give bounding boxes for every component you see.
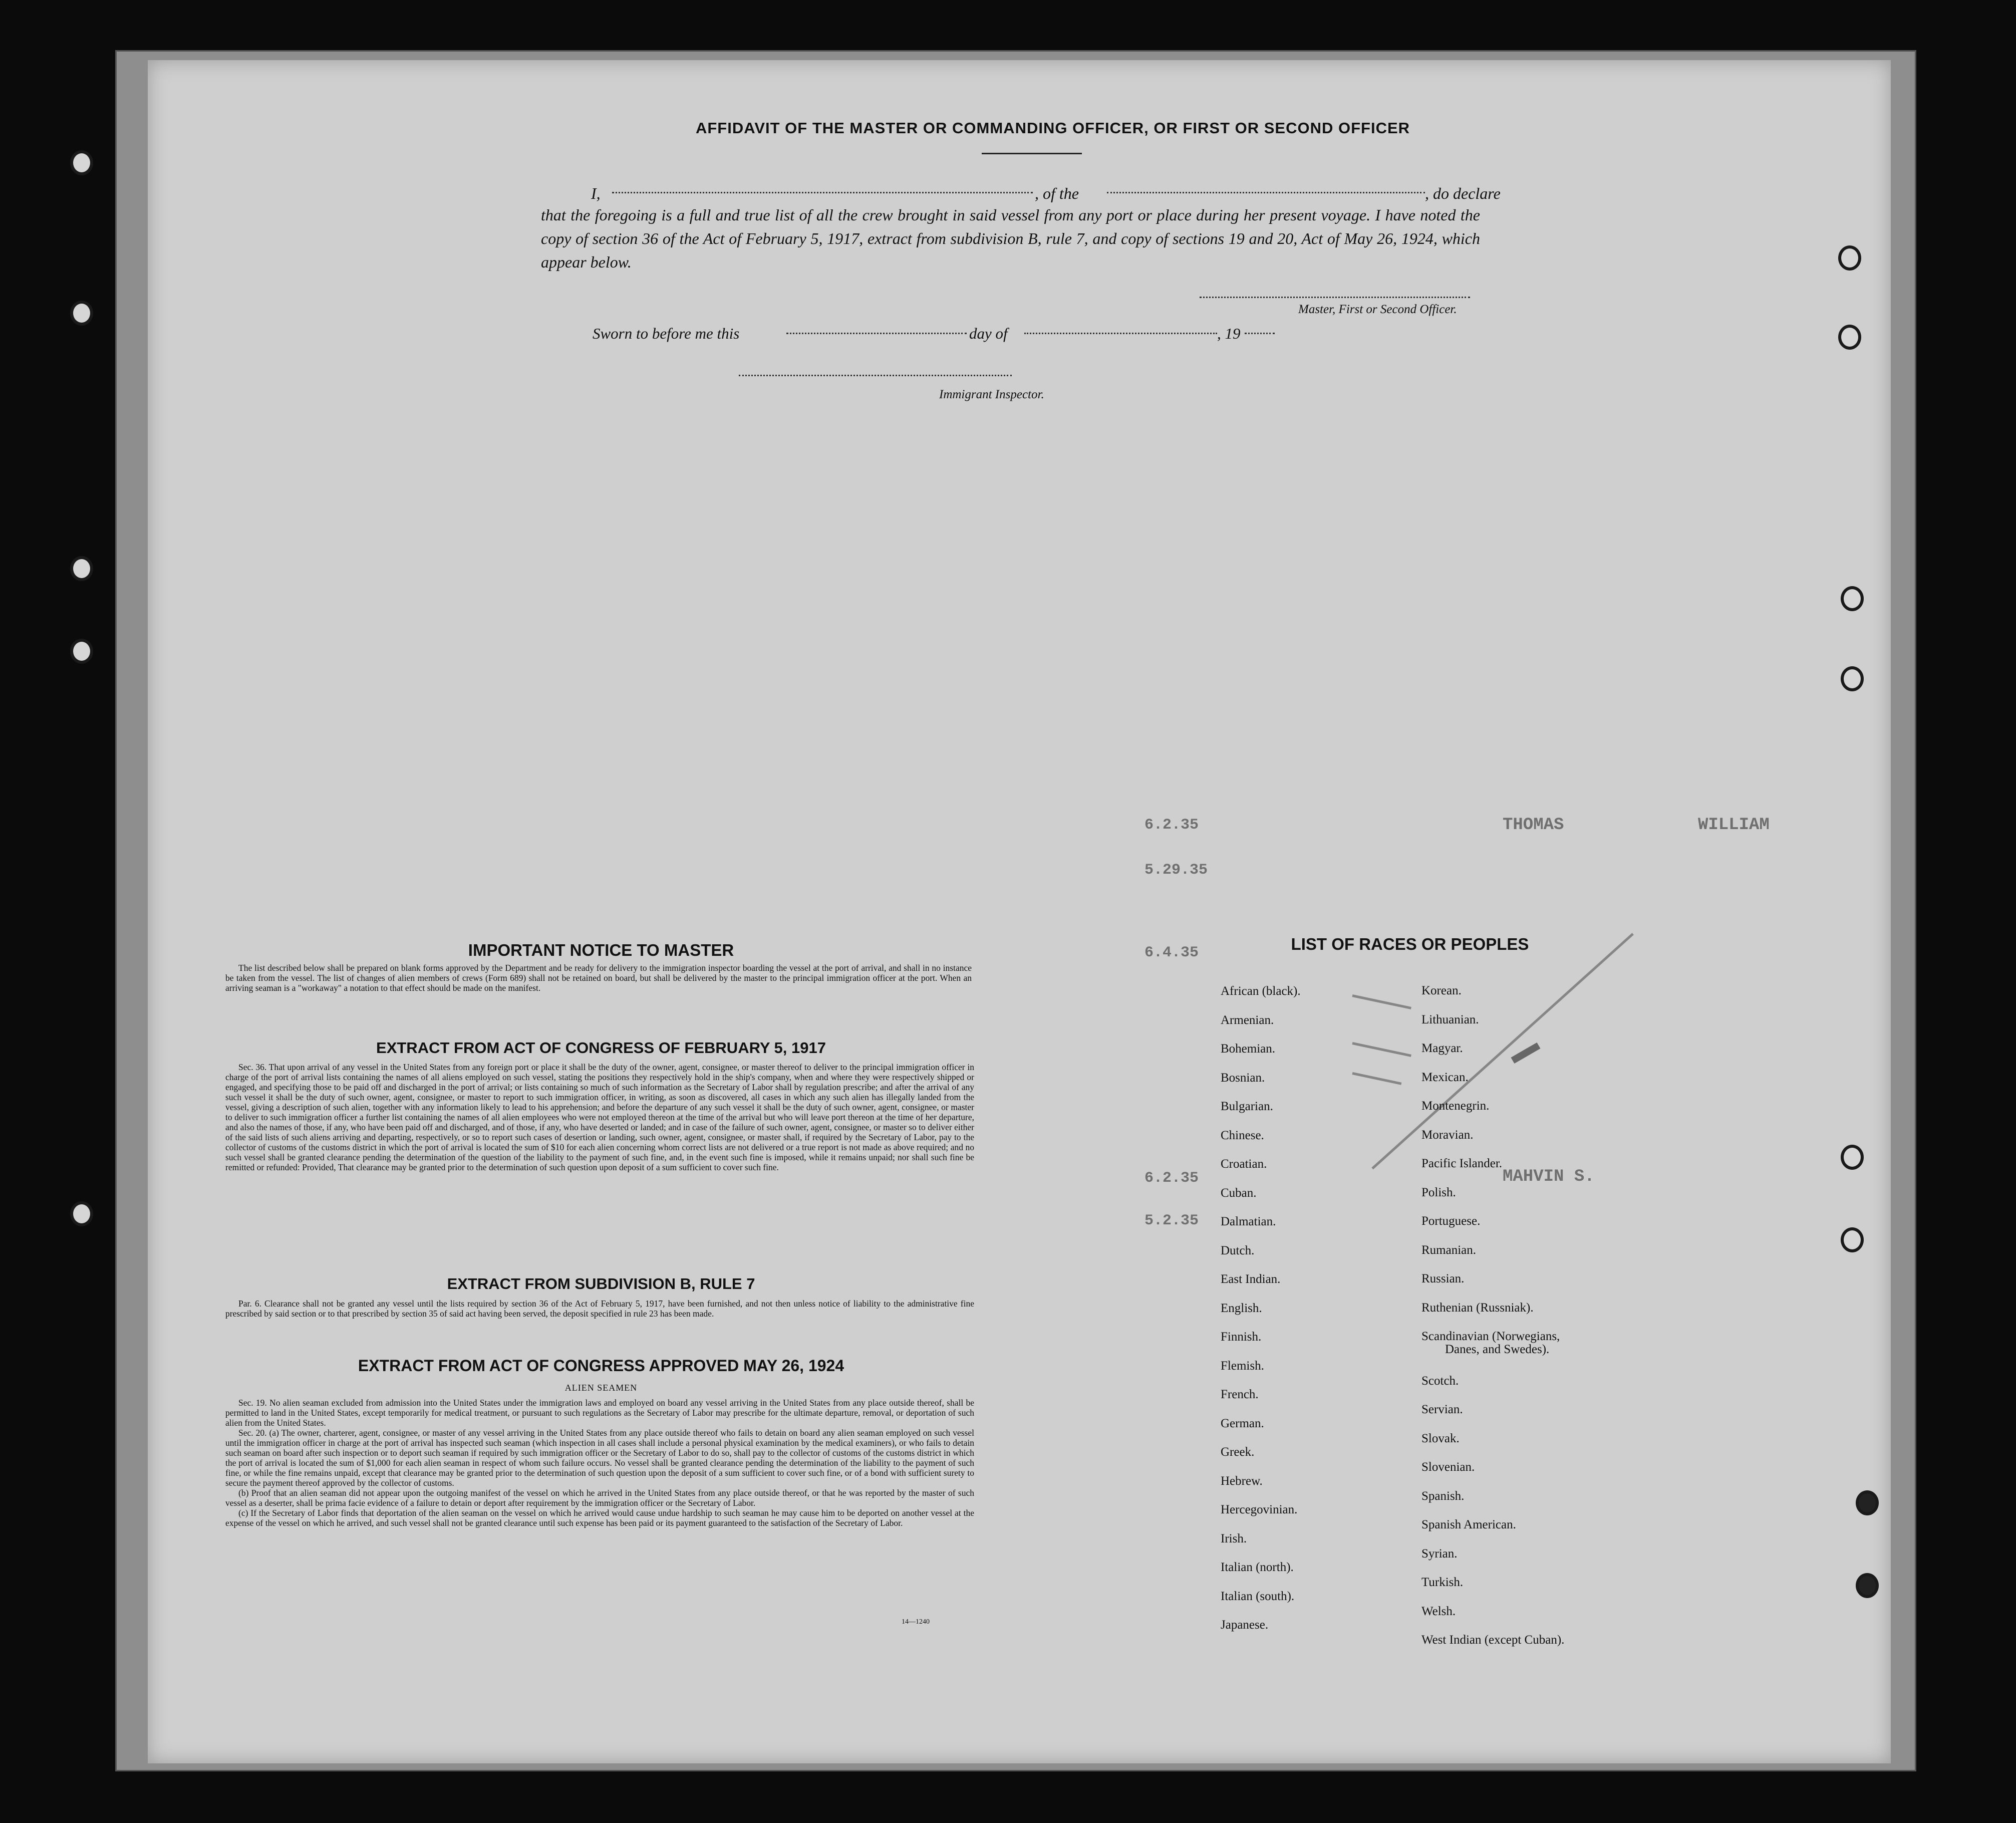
race-item: Lithuanian.: [1421, 1012, 1479, 1026]
notice-text: [225, 963, 972, 993]
bleed-through-name: MAHVIN S.: [1503, 1167, 1595, 1186]
race-item: Turkish.: [1421, 1576, 1464, 1589]
extract-1917-text: [225, 1062, 974, 1172]
binder-hole-icon: [70, 150, 93, 175]
race-item: Armenian.: [1221, 1013, 1274, 1027]
race-item: Flemish.: [1221, 1359, 1264, 1373]
bleed-through-date: 5.29.35: [1144, 862, 1208, 879]
race-item: Montenegrin.: [1421, 1099, 1490, 1113]
affidavit-body: that the foregoing is a full and true list of all the crew brought in said vessel from any port or place during her present voyage. I have noted the copy of section 36 of the Act of February 5, 1917, extract from subdivision B, rule 7, and copy of sections 19 and 20, Act of May 26, 1924, which appear below.: [541, 206, 1480, 271]
race-item: Mexican.: [1421, 1070, 1469, 1084]
race-item: Croatian.: [1221, 1157, 1267, 1171]
section-19-paragraph: Sec. 19. No alien seaman excluded from admission into the United States under the immigration laws and employed on board any vessel arriving in the United States from any place outside thereof, shall be permitted to land in the United States, except temporarily for medical treatment, or pursuant to such regulations as the Secretary of Labor may prescribe for the ultimate departure, removal, or deportation of such alien from the United States.: [225, 1398, 974, 1428]
affidavit-title: AFFIDAVIT OF THE MASTER OR COMMANDING OFFICER, OR FIRST OR SECOND OFFICER: [695, 119, 1410, 137]
binder-hole-icon: [1838, 245, 1861, 271]
extract-1924-title: EXTRACT FROM ACT OF CONGRESS APPROVED MAY 26, 1924: [358, 1357, 844, 1375]
section-20c-paragraph: (c) If the Secretary of Labor finds that deportation of the alien seaman on the vessel on which he arrived would cause undue hardship to such seaman he may cause him to be deported on another vessel at the expense of the vessel on which he arrived, and such vessel shall not be granted clearance until such expense has been paid or its payment guaranteed to the satisfaction of the Secretary of Labor.: [225, 1508, 974, 1528]
race-item: Polish.: [1421, 1185, 1456, 1199]
race-item: Irish.: [1221, 1531, 1247, 1545]
race-item: Portuguese.: [1421, 1214, 1481, 1228]
rule7-text: [225, 1298, 974, 1319]
race-item: Chinese.: [1221, 1128, 1264, 1142]
race-item: Korean.: [1421, 984, 1462, 997]
race-item: Moravian.: [1421, 1128, 1474, 1142]
rule7-paragraph: Par. 6. Clearance shall not be granted any vessel until the lists required by section 36 of the Act of February 5, 1917, have been furnished, and not then unless notice of liability to the administrative fine prescribed by said section or to that prescribed by section 35 of said act having been served, the deposit specified in rule 23 has been made.: [225, 1298, 974, 1319]
race-item: Greek.: [1221, 1445, 1255, 1459]
master-signature-label: Master, First or Second Officer.: [1298, 303, 1457, 316]
race-item: Scandinavian (Norwegians,: [1421, 1330, 1560, 1343]
race-item: West Indian (except Cuban).: [1421, 1633, 1565, 1647]
notice-title: IMPORTANT NOTICE TO MASTER: [468, 941, 734, 959]
affidavit-i: I,: [591, 184, 601, 202]
binder-hole-icon: [1856, 1573, 1879, 1598]
title-underline: [982, 153, 1082, 154]
race-item: Dutch.: [1221, 1243, 1255, 1257]
binder-hole-icon: [1838, 325, 1861, 350]
affidavit-line1: [591, 184, 601, 203]
race-item: African (black).: [1221, 984, 1301, 998]
race-item: Magyar.: [1421, 1041, 1463, 1055]
extract-1924-text: [225, 1398, 974, 1528]
race-item: Japanese.: [1221, 1618, 1269, 1632]
section-36-paragraph: Sec. 36. That upon arrival of any vessel in the United States from any foreign port or place it shall be the duty of the owner, agent, consignee, or master thereof to deliver to the principal immigration officer in charge of the port of arrival lists containing the names of all aliens employed on such vessel, stating the positions they respectively hold in the ship's company, when and where they were respectively shipped or engaged, and specifying those to be paid off and discharged in the port of arrival; or lists containing so much of such information as the Secretary of Labor shall by regulation prescribe; and after the arrival of any such vessel it shall be the duty of such owner, agent, consignee, or master to report to such immigration officer, in writing, as soon as discovered, all cases in which any such alien has illegally landed from the vessel, giving a description of such alien, together with any information likely to lead to his apprehension; and before the departure of any such vessel it shall be the duty of such owner, agent, consignee, or master to deliver to such immigration officer a further list containing the names of all alien employees who were not employed thereon at the time of the arrival but who will leave port thereon at the time of her departure, and also the names of those, if any, who have been paid off and discharged, and of those, if any, who have deserted or landed; and in case of the failure of such owner, agent, consignee, or master so to deliver either of the said lists of such aliens arriving and departing, respectively, or so to report such cases of desertion or landing, such owner, agent, consignee, or master shall, if required by the Secretary of Labor, pay to the collector of customs of the customs district in which the port of arrival is located the sum of $10 for each alien concerning whom correct lists are not delivered or a true report is not made as above required; and no such vessel shall be granted clearance pending the determination of the question of the liability to the payment of such fine, and, in the event such fine is imposed, while it remains unpaid; nor shall such fine be remitted or refunded: Provided, That clearance may be granted prior to the determination of such question upon deposit of a sum sufficient to cover such fine.: [225, 1062, 974, 1172]
race-item: Servian.: [1421, 1403, 1463, 1416]
races-title: LIST OF RACES OR PEOPLES: [1291, 935, 1529, 953]
bleed-through-date: 5.2.35: [1144, 1212, 1199, 1229]
section-20b-paragraph: (b) Proof that an alien seaman did not appear upon the outgoing manifest of the vessel on which he arrived in the United States from any place outside thereof, or that he was reported by the master of such vessel as a deserter, shall be prima facie evidence of a failure to detain or deport after requirement by the immigration officer or the Secretary of Labor.: [225, 1488, 974, 1508]
section-20a-paragraph: Sec. 20. (a) The owner, charterer, agent, consignee, or master of any vessel arriving in the United States from any place outside thereof who fails to detain on board any alien seaman employed on such vessel until the immigration officer in charge at the port of arrival has inspected such seaman (which inspection in all cases shall include a personal physical examination by the medical examiners), or who fails to detain such seaman on board after such inspection or to deport such seaman if required by such immigration officer or the Secretary of Labor to do so, shall pay to the collector of customs of the customs district in which the port of arrival is located the sum of $1,000 for each alien seaman in respect of whom such failure occurs. No vessel shall be granted clearance pending the determination of the liability to the payment of such fine, or while the fine remains unpaid, except that clearance may be granted prior to the determination of such question upon the deposit of a sum sufficient to cover such fine, or of a bond with sufficient surety to secure the payment thereof approved by the collector of customs.: [225, 1428, 974, 1488]
race-item: Danes, and Swedes).: [1445, 1343, 1550, 1356]
race-item: Syrian.: [1421, 1546, 1458, 1560]
sworn-year: , 19: [1217, 325, 1241, 342]
race-item: French.: [1221, 1388, 1259, 1401]
race-item: Dalmatian.: [1221, 1215, 1276, 1228]
race-item: Bohemian.: [1221, 1042, 1276, 1056]
bleed-through-date: 6.2.35: [1144, 1170, 1199, 1187]
master-signature-field[interactable]: [1200, 297, 1470, 298]
bleed-through-name: WILLIAM: [1698, 816, 1770, 835]
bleed-through-name: THOMAS: [1503, 816, 1564, 835]
master-name-field[interactable]: [612, 192, 1033, 193]
race-item: Ruthenian (Russniak).: [1421, 1300, 1534, 1315]
sworn-month-field[interactable]: [1024, 333, 1217, 334]
alien-seamen-subtitle: ALIEN SEAMEN: [564, 1383, 638, 1393]
affidavit-of-the: , of the: [1035, 184, 1079, 202]
race-item: Slovak.: [1421, 1431, 1460, 1445]
race-item: Spanish.: [1421, 1489, 1465, 1503]
race-item: Spanish American.: [1421, 1518, 1516, 1531]
binder-hole-icon: [70, 556, 93, 581]
sworn-prefix: Sworn to before me this: [593, 325, 740, 342]
race-item: Italian (south).: [1221, 1589, 1295, 1603]
race-item: Russian.: [1421, 1272, 1465, 1285]
form-number: 14—1240: [902, 1618, 930, 1626]
binder-hole-icon: [70, 301, 93, 326]
binder-hole-icon: [1841, 666, 1864, 691]
affidavit-declare: , do declare: [1425, 184, 1501, 202]
inspector-signature-label: Immigrant Inspector.: [939, 388, 1044, 401]
bleed-through-date: 6.2.35: [1144, 817, 1199, 834]
race-item: Hercegovinian.: [1221, 1503, 1298, 1516]
race-item: Slovenian.: [1421, 1460, 1475, 1474]
binder-hole-icon: [1856, 1490, 1879, 1515]
race-item: Scotch.: [1421, 1374, 1459, 1388]
vessel-name-field[interactable]: [1107, 192, 1425, 193]
binder-hole-icon: [1841, 1227, 1864, 1252]
bleed-through-date: 6.4.35: [1144, 944, 1199, 961]
binder-hole-icon: [1841, 586, 1864, 611]
race-item: Bulgarian.: [1221, 1100, 1273, 1113]
race-item: Rumanian.: [1421, 1243, 1477, 1257]
race-item: Cuban.: [1221, 1186, 1257, 1200]
race-item: Hebrew.: [1221, 1474, 1263, 1488]
notice-paragraph: The list described below shall be prepared on blank forms approved by the Department and be ready for delivery to the immigration inspector boarding the vessel at the port of arrival, and shall in no instance be taken from the vessel. The list of changes of alien members of crews (Form 689) shall not be retained on board, but shall be delivered by the master to the principal immigration officer at the port. When an arriving seaman is a "workaway" a notation to that effect should be made on the manifest.: [225, 963, 972, 993]
race-item: East Indian.: [1221, 1272, 1281, 1286]
race-item: Finnish.: [1221, 1330, 1262, 1344]
sworn-day-field[interactable]: [786, 333, 967, 334]
binder-hole-icon: [1841, 1145, 1864, 1170]
binder-hole-icon: [70, 1201, 93, 1226]
binder-hole-icon: [70, 639, 93, 664]
race-item: English.: [1221, 1301, 1262, 1315]
sworn-day-of: day of: [969, 325, 1008, 342]
sworn-year-field[interactable]: [1245, 333, 1275, 334]
race-item: Pacific Islander.: [1421, 1157, 1503, 1170]
inspector-signature-field[interactable]: [739, 375, 1012, 376]
race-item: Italian (north).: [1221, 1560, 1294, 1574]
rule7-title: EXTRACT FROM SUBDIVISION B, RULE 7: [447, 1275, 755, 1292]
race-item: German.: [1221, 1416, 1264, 1430]
race-item: Bosnian.: [1221, 1071, 1265, 1085]
extract-1917-title: EXTRACT FROM ACT OF CONGRESS OF FEBRUARY 5, 1917: [376, 1039, 826, 1057]
race-item: Welsh.: [1421, 1604, 1456, 1618]
